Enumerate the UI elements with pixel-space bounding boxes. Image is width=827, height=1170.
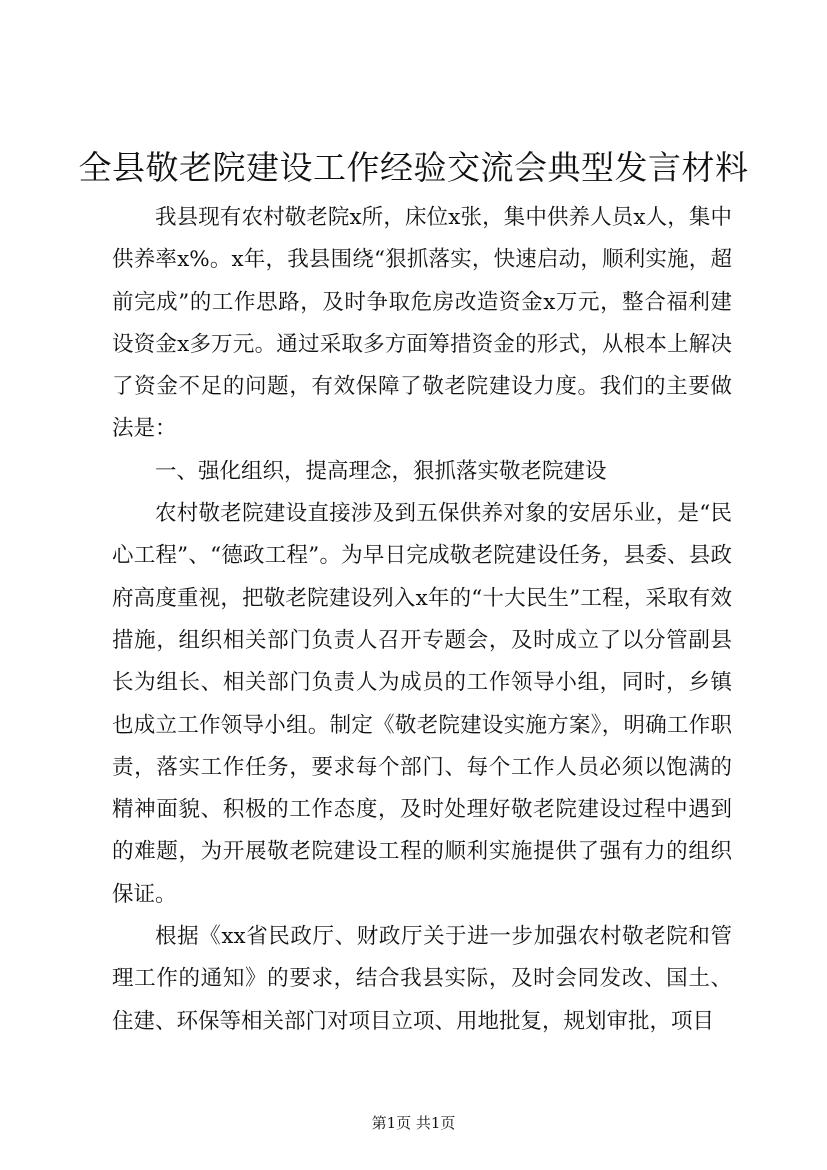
- page-footer: 第1页 共1页: [371, 1114, 456, 1132]
- document-title: 全县敬老院建设工作经验交流会典型发言材料: [78, 148, 749, 187]
- section-heading-1: 一、强化组织，提高理念，狠抓落实敬老院建设: [155, 458, 607, 484]
- document-body: [112, 197, 732, 1043]
- paragraph-intro: 我县现有农村敬老院x所，床位x张，集中供养人员x人，集中供养率x%。x年，我县围绕“狠抓落实，快速启动，顺利实施，超前完成”的工作思路，及时争取危房改造资金x万元，整合福利建设资金x多万元。通过采取多方面筹措资金的形式，从根本上解决了资金不足的问题，有效保障了敬老院建设力度。我们的主要做法是：: [112, 205, 732, 442]
- paragraph-organization: 农村敬老院建设直接涉及到五保供养对象的安居乐业，是“民心工程”、“德政工程”。为早日完成敬老院建设任务，县委、县政府高度重视，把敬老院建设列入x年的“十大民生”工程，采取有效措施，组织相关部门负责人召开专题会，及时成立了以分管副县长为组长、相关部门负责人为成员的工作领导小组，同时，乡镇也成立工作领导小组。制定《敬老院建设实施方案》，明确工作职责，落实工作任务，要求每个部门、每个工作人员必须以饱满的精神面貌、积极的工作态度，及时处理好敬老院建设过程中遇到的难题，为开展敬老院建设工程的顺利实施提供了强有力的组织保证。: [112, 501, 732, 907]
- paragraph-notice: 根据《xx省民政厅、财政厅关于进一步加强农村敬老院和管理工作的通知》的要求，结合我县实际，及时会同发改、国土、住建、环保等相关部门对项目立项、用地批复，规划审批，项目: [112, 924, 732, 1034]
